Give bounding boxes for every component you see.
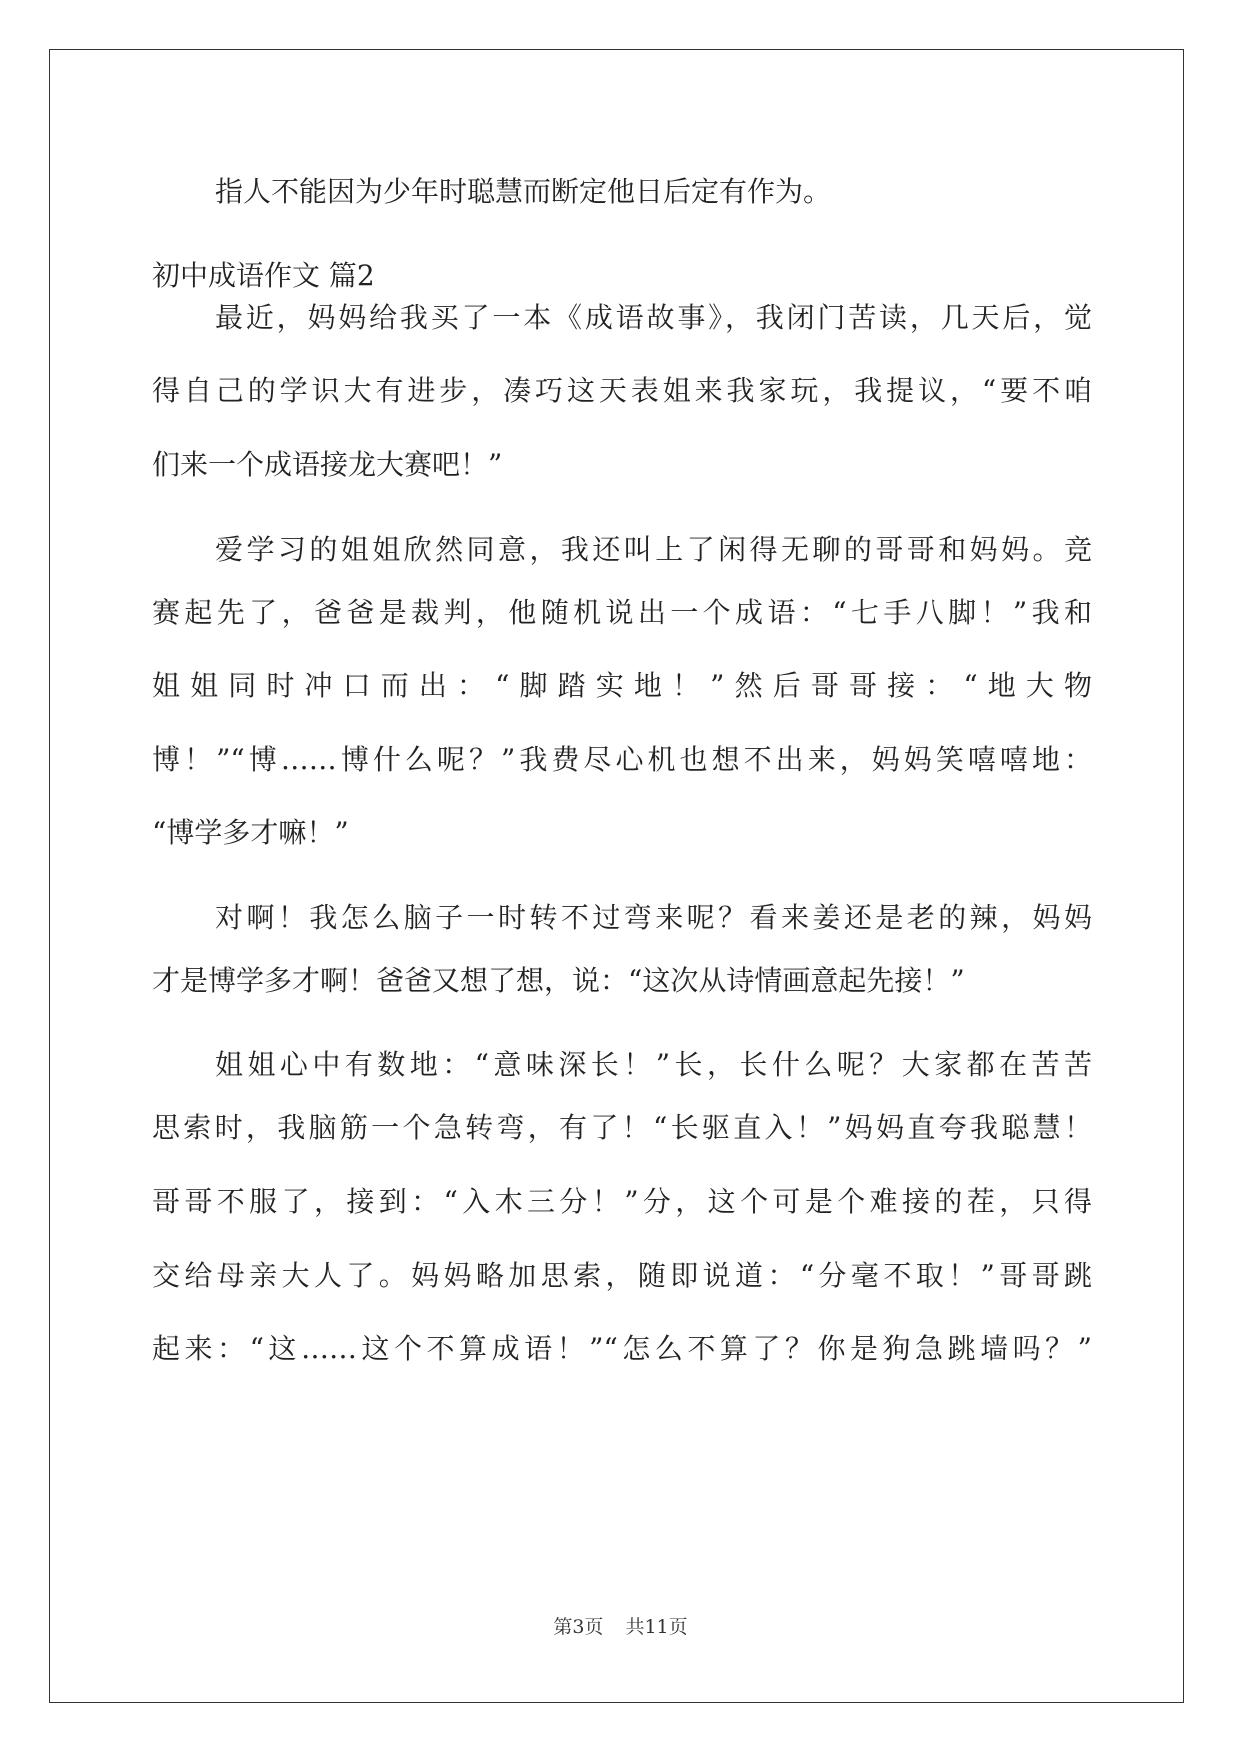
page-number-total: 共11页 xyxy=(625,1616,688,1638)
paragraph-line: 姐姐同时冲口而出：“脚踏实地！”然后哥哥接：“地大物 xyxy=(152,669,1092,702)
page-footer xyxy=(0,1612,1241,1639)
paragraph-line: 交给母亲大人了。妈妈略加思索，随即说道：“分毫不取！”哥哥跳 xyxy=(152,1259,1092,1292)
paragraph-line: 哥哥不服了，接到：“入木三分！”分，这个可是个难接的茬，只得 xyxy=(152,1185,1092,1218)
paragraph-line: 得自己的学识大有进步，凑巧这天表姐来我家玩，我提议，“要不咱 xyxy=(152,374,1092,407)
paragraph-line: 博！”“博……博什么呢？”我费尽心机也想不出来，妈妈笑嘻嘻地： xyxy=(152,743,1092,776)
page-number-current: 第3页 xyxy=(553,1616,604,1638)
paragraph-line: 指人不能因为少年时聪慧而断定他日后定有作为。 xyxy=(215,175,832,208)
paragraph-line: 姐姐心中有数地：“意味深长！”长，长什么呢？大家都在苦苦 xyxy=(215,1048,1092,1081)
paragraph-line: “博学多才嘛！” xyxy=(152,816,349,849)
paragraph-line: 爱学习的姐姐欣然同意，我还叫上了闲得无聊的哥哥和妈妈。竞 xyxy=(215,533,1092,566)
paragraph-line: 最近，妈妈给我买了一本《成语故事》，我闭门苦读，几天后，觉 xyxy=(215,301,1092,334)
paragraph-line: 思索时，我脑筋一个急转弯，有了！“长驱直入！”妈妈直夸我聪慧！ xyxy=(152,1111,1092,1144)
paragraph-line: 对啊！我怎么脑子一时转不过弯来呢？看来姜还是老的辣，妈妈 xyxy=(215,901,1092,934)
paragraph-line: 起来：“这……这个不算成语！”“怎么不算了？你是狗急跳墙吗？” xyxy=(152,1332,1092,1365)
paragraph-line: 才是博学多才啊！爸爸又想了想，说：“这次从诗情画意起先接！” xyxy=(152,964,965,997)
section-heading: 初中成语作文 篇2 xyxy=(152,259,375,292)
paragraph-line: 们来一个成语接龙大赛吧！” xyxy=(152,448,503,481)
paragraph-line: 赛起先了，爸爸是裁判，他随机说出一个成语：“七手八脚！”我和 xyxy=(152,596,1092,629)
